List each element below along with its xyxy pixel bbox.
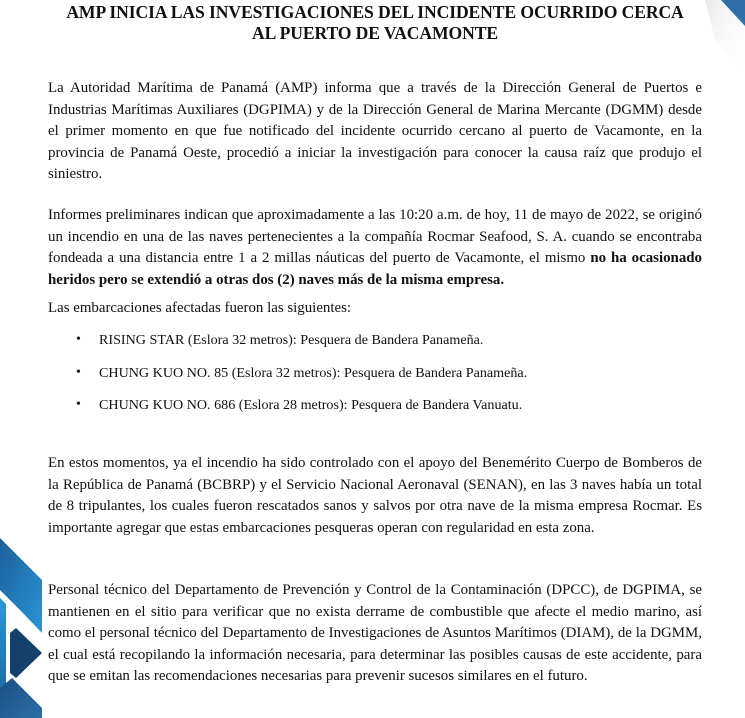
chevron-decoration-left: [0, 518, 50, 718]
paragraph-preliminary-bold: no ha ocasionado heridos pero se extendió a otras dos (2) naves más de la misma empresa.: [48, 250, 702, 288]
list-item: [48, 363, 527, 396]
paragraph-fire-controlled: En estos momentos, ya el incendio ha sido controlado con el apoyo del Benemérito Cuerpo de Bomberos de la República de Panamá (BCBRP) y el Servicio Nacional Aeronaval (SENAN), en las 3 naves había un total de 8 tripulantes, los cuales fueron rescatados sanos y salvos por otra nave de la misma empresa Rocmar. Es importante agregar que estas embarcaciones pesqueras operan con regularidad en esta zona.: [48, 455, 702, 536]
title-line-1: AMP INICIA LAS INVESTIGACIONES DEL INCIDENTE OCURRIDO CERCA: [66, 2, 684, 22]
bullet-icon: •: [76, 397, 81, 412]
vessel-text: RISING STAR (Eslora 32 metros): Pesquera de Bandera Panameña.: [99, 332, 484, 348]
paragraph-affected-vessels-intro: Las embarcaciones afectadas fueron las siguientes:: [48, 300, 352, 316]
paragraph-preliminary-reports: [48, 205, 702, 291]
bullet-icon: •: [76, 332, 81, 347]
press-release-document: [48, 0, 702, 685]
paragraph-preliminary-text: Informes preliminares indican que aproximadamente a las 10:20 a.m. de hoy, 11 de mayo de 2022, se originó un incendio en una de las naves pertenecientes a la compañía Rocmar Seafood, S. A. cuando se encontraba fondeada a una distancia entre 1 a 2 millas náuticas del puerto de Vacamonte, el mismo: [48, 207, 702, 267]
paragraph-technical-personnel: Personal técnico del Departamento de Prevención y Control de la Contaminación (DPCC), de DGPIMA, se mantienen en el sitio para verificar que no exista derrame de combustible que afecte el medio marino, así como el personal técnico del Departamento de Investigaciones de Asuntos Marítimos (DIAM), de la DGMM, el cual está recopilando la información necesaria, para determinar las posibles causas de este accidente, para que se emitan las recomendaciones necesarias para prevenir sucesos similares en el futuro.: [48, 582, 702, 685]
list-item: [48, 330, 527, 363]
affected-vessels-list: [48, 330, 527, 428]
title-line-2: AL PUERTO DE VACAMONTE: [252, 23, 498, 43]
paragraph-intro: La Autoridad Marítima de Panamá (AMP) informa que a través de la Dirección General de Puertos e Industrias Marítimas Auxiliares (DGPIMA) y de la Dirección General de Marina Mercante (DGMM) desde el primer momento en que fue notificado del incidente ocurrido cercano al puerto de Vacamonte, en la provincia de Panamá Oeste, procedió a iniciar la investigación para conocer la causa raíz que produjo el siniestro.: [48, 80, 702, 183]
vessel-text: CHUNG KUO NO. 686 (Eslora 28 metros): Pesquera de Bandera Vanuatu.: [99, 397, 523, 413]
list-item: [48, 395, 527, 428]
vessel-text: CHUNG KUO NO. 85 (Eslora 32 metros): Pesquera de Bandera Panameña.: [99, 364, 528, 381]
document-title: [48, 2, 702, 44]
bullet-icon: •: [76, 364, 81, 380]
